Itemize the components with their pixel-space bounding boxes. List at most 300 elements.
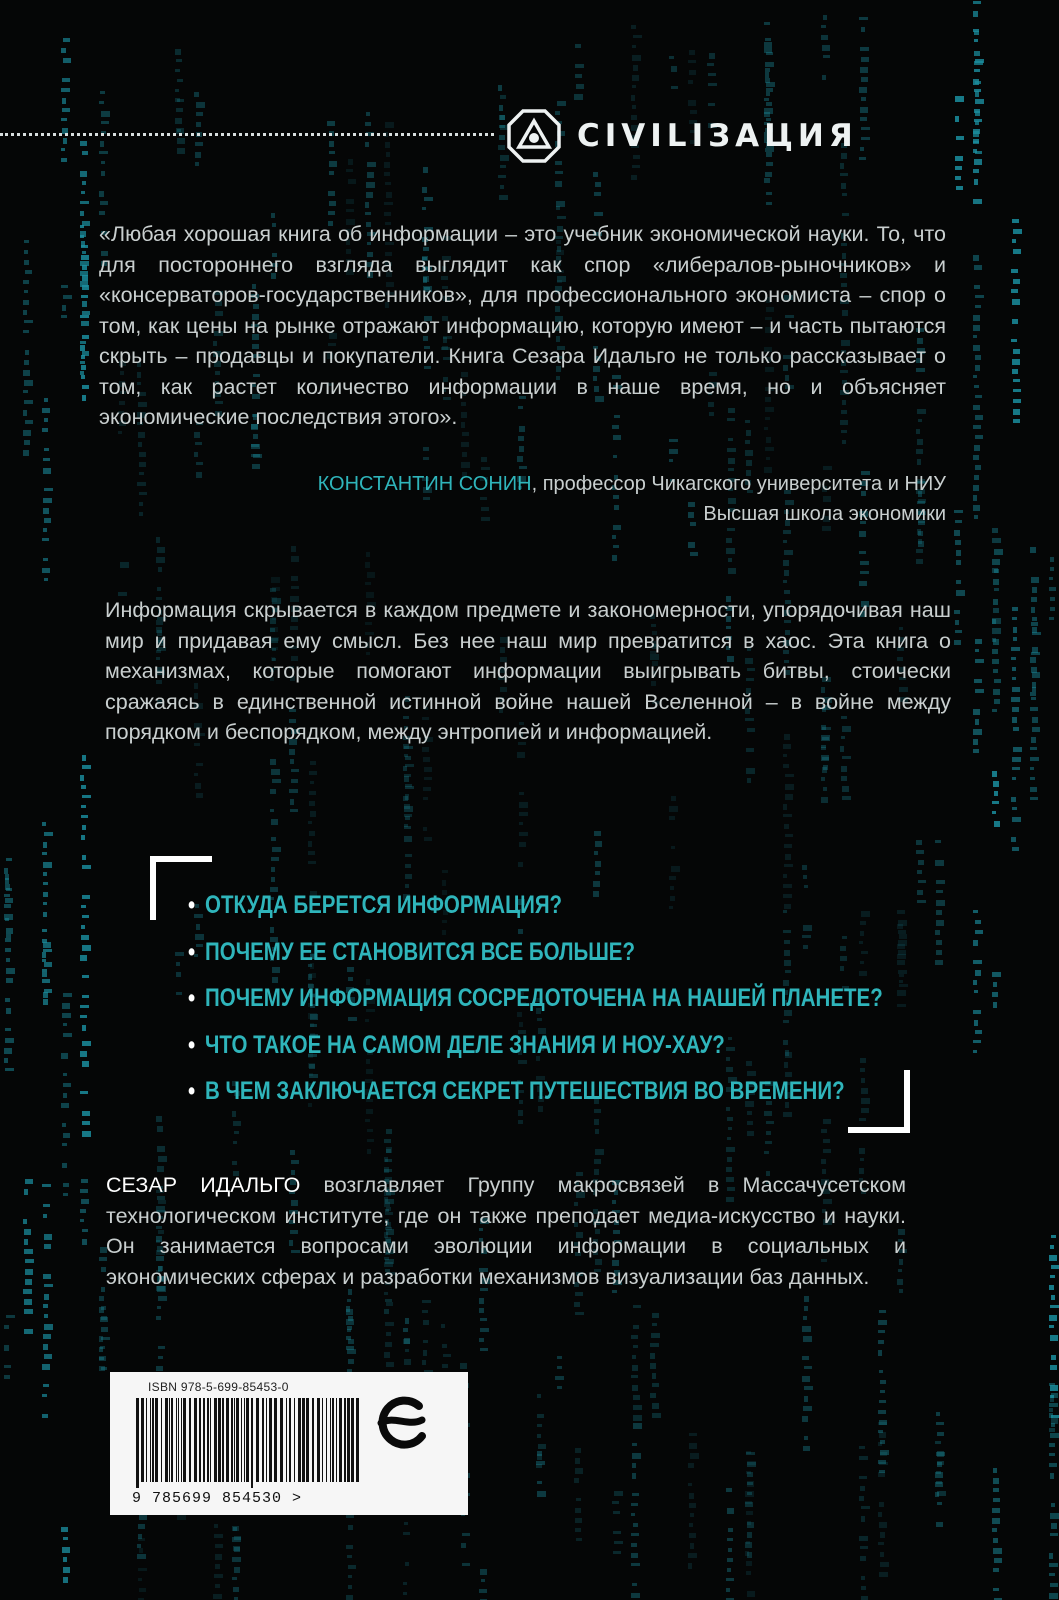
code-glyph xyxy=(860,47,869,51)
code-glyph xyxy=(613,455,617,458)
code-glyph xyxy=(669,459,673,462)
code-glyph xyxy=(176,962,180,966)
code-glyph xyxy=(42,538,49,541)
code-glyph xyxy=(804,1436,808,1440)
code-glyph xyxy=(993,1468,997,1473)
code-glyph xyxy=(1051,1523,1057,1529)
code-glyph xyxy=(1032,617,1037,621)
code-glyph xyxy=(251,444,259,447)
code-glyph xyxy=(215,1584,220,1588)
code-glyph xyxy=(405,784,412,787)
barcode-bar xyxy=(246,1398,249,1482)
code-glyph xyxy=(631,1335,638,1339)
code-glyph xyxy=(157,1306,161,1309)
code-glyph xyxy=(860,561,869,565)
code-glyph xyxy=(1030,797,1038,800)
code-glyph xyxy=(63,38,70,42)
code-glyph xyxy=(992,972,1001,977)
code-glyph xyxy=(859,531,866,537)
code-glyph xyxy=(992,1528,997,1532)
code-glyph xyxy=(803,1336,812,1342)
barcode-bar xyxy=(207,1398,209,1482)
code-glyph xyxy=(1050,1335,1058,1341)
code-glyph xyxy=(878,1320,887,1325)
code-glyph xyxy=(44,398,48,402)
code-glyph xyxy=(1050,1365,1057,1370)
code-glyph xyxy=(1011,837,1016,842)
code-glyph xyxy=(1013,379,1020,382)
code-glyph xyxy=(1013,349,1020,354)
code-glyph xyxy=(232,1577,237,1580)
code-glyph xyxy=(44,488,53,491)
code-glyph xyxy=(765,78,770,83)
code-glyph xyxy=(747,1591,755,1597)
code-glyph xyxy=(973,960,982,964)
code-glyph xyxy=(310,761,316,765)
code-glyph xyxy=(633,65,638,71)
code-glyph xyxy=(81,245,88,248)
code-glyph xyxy=(974,179,978,185)
code-glyph xyxy=(537,1481,542,1484)
code-glyph xyxy=(44,418,48,422)
code-glyph xyxy=(975,970,981,976)
code-glyph xyxy=(633,35,642,38)
barcode-bar xyxy=(189,1398,191,1482)
code-glyph xyxy=(859,551,866,554)
code-glyph xyxy=(272,587,280,591)
code-glyph xyxy=(291,556,299,562)
code-glyph xyxy=(176,992,182,995)
code-glyph xyxy=(82,181,86,185)
code-glyph xyxy=(746,460,752,466)
code-glyph xyxy=(405,794,409,800)
code-glyph xyxy=(955,540,961,545)
code-glyph xyxy=(822,75,826,80)
code-glyph xyxy=(1011,339,1017,342)
code-glyph xyxy=(975,465,981,470)
code-glyph xyxy=(669,806,678,812)
code-glyph xyxy=(821,777,825,781)
code-glyph xyxy=(24,360,29,365)
code-glyph xyxy=(404,824,408,827)
code-glyph xyxy=(365,562,370,568)
code-glyph xyxy=(975,81,981,84)
code-glyph xyxy=(575,44,581,48)
barcode-bar xyxy=(330,1398,331,1482)
code-glyph xyxy=(803,1316,807,1320)
code-glyph xyxy=(81,835,85,840)
code-glyph xyxy=(500,185,504,189)
code-glyph xyxy=(405,854,412,857)
code-glyph xyxy=(746,1452,755,1455)
code-glyph xyxy=(745,450,753,456)
code-glyph xyxy=(1049,1413,1053,1418)
code-glyph xyxy=(802,1356,809,1360)
code-glyph xyxy=(423,787,431,791)
code-glyph xyxy=(43,1274,51,1279)
code-glyph xyxy=(480,1569,487,1575)
code-glyph xyxy=(955,176,961,180)
code-glyph xyxy=(975,91,979,97)
code-glyph xyxy=(992,1508,1000,1513)
code-glyph xyxy=(1012,687,1020,692)
code-glyph xyxy=(1031,737,1036,743)
code-glyph xyxy=(309,771,317,775)
code-glyph xyxy=(783,560,789,566)
code-glyph xyxy=(6,858,12,861)
code-glyph xyxy=(859,87,867,93)
code-glyph xyxy=(632,1473,636,1479)
code-glyph xyxy=(1051,1393,1058,1398)
code-glyph xyxy=(916,449,923,454)
code-glyph xyxy=(669,816,675,820)
code-glyph xyxy=(916,559,923,564)
code-glyph xyxy=(802,1326,811,1332)
code-glyph xyxy=(973,425,981,429)
code-glyph xyxy=(1049,1553,1053,1559)
code-glyph xyxy=(365,1119,370,1122)
code-glyph xyxy=(480,1348,488,1351)
code-glyph xyxy=(804,1306,808,1311)
code-glyph xyxy=(652,1383,659,1387)
code-glyph xyxy=(614,1491,623,1496)
code-glyph xyxy=(289,749,295,755)
code-glyph xyxy=(880,1440,885,1444)
code-glyph xyxy=(139,492,147,495)
code-glyph xyxy=(576,1498,581,1501)
code-glyph xyxy=(861,27,865,32)
code-glyph xyxy=(441,1324,445,1328)
code-glyph xyxy=(631,1513,635,1516)
code-glyph xyxy=(422,1360,426,1365)
code-glyph xyxy=(291,586,299,589)
code-glyph xyxy=(82,1239,87,1245)
code-glyph xyxy=(557,1356,562,1359)
code-glyph xyxy=(99,1336,103,1342)
code-glyph xyxy=(44,962,52,967)
code-glyph xyxy=(803,875,807,879)
code-glyph xyxy=(82,301,87,307)
code-glyph xyxy=(290,799,294,805)
code-glyph xyxy=(861,1596,868,1600)
code-glyph xyxy=(1049,1593,1058,1599)
code-glyph xyxy=(727,1508,734,1514)
code-glyph xyxy=(100,91,105,94)
barcode-bar xyxy=(161,1398,162,1482)
quote-author-title: , профессор Чикагского университета и НИУ Высшая школа экономики xyxy=(531,473,946,525)
code-glyph xyxy=(936,1481,942,1484)
code-glyph xyxy=(175,49,181,55)
code-glyph xyxy=(690,1453,699,1459)
code-glyph xyxy=(386,1147,392,1153)
code-glyph xyxy=(745,1542,752,1548)
barcode-bar xyxy=(274,1398,277,1482)
triangle-in-octagon-icon xyxy=(506,108,562,164)
code-glyph xyxy=(707,63,714,66)
code-glyph xyxy=(821,1129,827,1133)
code-glyph xyxy=(1031,622,1038,626)
code-glyph xyxy=(44,1324,53,1330)
code-glyph xyxy=(1032,727,1040,732)
code-glyph xyxy=(384,1157,388,1162)
code-glyph xyxy=(766,102,772,106)
code-glyph xyxy=(308,841,312,847)
barcode-bar xyxy=(141,1398,144,1482)
code-glyph xyxy=(81,255,89,260)
code-glyph xyxy=(746,768,755,774)
code-glyph xyxy=(367,172,374,178)
code-glyph xyxy=(992,559,1000,565)
code-glyph xyxy=(423,457,429,460)
code-glyph xyxy=(346,1595,353,1600)
code-glyph xyxy=(935,960,943,965)
code-glyph xyxy=(975,689,984,693)
code-glyph xyxy=(347,1329,351,1332)
code-glyph xyxy=(861,1586,866,1590)
code-glyph xyxy=(955,630,962,633)
code-glyph xyxy=(746,1561,752,1566)
code-glyph xyxy=(652,1313,659,1318)
code-glyph xyxy=(993,982,997,987)
code-glyph xyxy=(82,975,89,978)
code-glyph xyxy=(422,207,426,210)
code-glyph xyxy=(43,842,47,848)
code-glyph xyxy=(24,1229,31,1235)
code-glyph xyxy=(42,428,48,432)
code-glyph xyxy=(5,1068,14,1071)
code-glyph xyxy=(462,432,469,436)
code-glyph xyxy=(555,181,562,187)
code-glyph xyxy=(994,679,1001,683)
code-glyph xyxy=(81,295,88,298)
code-glyph xyxy=(24,320,33,323)
code-glyph xyxy=(785,774,794,777)
code-glyph xyxy=(1049,1408,1053,1412)
code-glyph xyxy=(956,580,961,584)
code-glyph xyxy=(422,747,429,752)
code-glyph xyxy=(595,182,601,187)
code-glyph xyxy=(404,1359,411,1365)
code-glyph xyxy=(879,1502,884,1507)
code-glyph xyxy=(23,1219,27,1224)
code-glyph xyxy=(689,1433,697,1436)
code-glyph xyxy=(1032,672,1040,678)
code-glyph xyxy=(802,865,807,870)
code-glyph xyxy=(955,96,964,102)
code-glyph xyxy=(1030,547,1036,553)
code-glyph xyxy=(424,777,432,780)
code-glyph xyxy=(384,1352,390,1358)
code-glyph xyxy=(671,846,675,849)
code-glyph xyxy=(766,1131,771,1135)
question-item: • ОТКУДА БЕРЕТСЯ ИНФОРМАЦИЯ? xyxy=(188,891,563,919)
code-glyph xyxy=(24,400,33,404)
code-glyph xyxy=(954,640,961,645)
code-glyph xyxy=(1013,727,1019,731)
code-glyph xyxy=(595,1149,604,1155)
code-glyph xyxy=(688,1463,694,1468)
code-glyph xyxy=(974,445,980,451)
barcode-bar xyxy=(332,1398,334,1482)
code-glyph xyxy=(367,1129,373,1132)
code-glyph xyxy=(4,1048,12,1054)
code-glyph xyxy=(1012,717,1017,723)
code-glyph xyxy=(82,1111,90,1116)
code-glyph xyxy=(1030,747,1037,750)
code-glyph xyxy=(823,15,827,20)
code-glyph xyxy=(81,905,86,908)
code-glyph xyxy=(728,1127,732,1130)
code-glyph xyxy=(1050,1533,1058,1536)
code-glyph xyxy=(726,538,732,543)
code-glyph xyxy=(632,1385,638,1391)
code-glyph xyxy=(499,105,503,111)
code-glyph xyxy=(63,1577,68,1583)
code-glyph xyxy=(405,874,412,879)
code-glyph xyxy=(727,1157,732,1162)
code-glyph xyxy=(44,448,49,451)
code-glyph xyxy=(1031,607,1035,613)
code-glyph xyxy=(44,518,51,523)
code-glyph xyxy=(973,345,980,351)
code-glyph xyxy=(688,542,695,548)
code-glyph xyxy=(726,1147,735,1152)
code-glyph xyxy=(557,1366,562,1369)
barcode-bar xyxy=(317,1398,320,1482)
code-glyph xyxy=(937,1461,944,1465)
code-glyph xyxy=(975,305,981,308)
code-glyph xyxy=(385,1299,392,1302)
code-glyph xyxy=(479,1338,484,1342)
code-glyph xyxy=(802,1416,808,1422)
code-glyph xyxy=(80,225,84,228)
code-glyph xyxy=(138,432,145,438)
code-glyph xyxy=(859,1148,865,1154)
code-glyph xyxy=(519,822,523,825)
code-glyph xyxy=(138,1568,147,1571)
barcode-bar xyxy=(150,1398,151,1482)
code-glyph xyxy=(1011,269,1018,273)
barcode-bar xyxy=(306,1398,309,1482)
code-glyph xyxy=(861,97,866,101)
code-glyph xyxy=(575,1468,583,1474)
code-glyph xyxy=(194,432,200,438)
code-glyph xyxy=(879,1370,883,1373)
code-glyph xyxy=(975,435,983,439)
code-glyph xyxy=(346,199,354,204)
code-glyph xyxy=(42,408,50,413)
code-glyph xyxy=(423,1340,428,1343)
code-glyph xyxy=(1049,1443,1055,1447)
code-glyph xyxy=(764,42,772,48)
code-glyph xyxy=(99,1356,106,1361)
code-glyph xyxy=(823,1119,831,1124)
code-glyph xyxy=(650,1363,656,1369)
code-glyph xyxy=(5,948,11,952)
code-glyph xyxy=(595,871,600,875)
code-glyph xyxy=(384,1292,388,1295)
code-glyph xyxy=(347,1349,356,1354)
code-glyph xyxy=(1051,1295,1055,1300)
code-glyph xyxy=(538,1444,546,1449)
code-glyph xyxy=(403,1582,407,1585)
code-glyph xyxy=(747,1462,756,1467)
code-glyph xyxy=(537,1454,542,1460)
code-glyph xyxy=(671,796,676,801)
code-glyph xyxy=(43,999,48,1005)
code-glyph xyxy=(346,209,354,212)
code-glyph xyxy=(575,1528,581,1532)
barcode-bar xyxy=(136,1398,139,1488)
code-glyph xyxy=(1049,1383,1055,1386)
code-glyph xyxy=(861,57,869,62)
code-glyph xyxy=(423,447,429,451)
code-glyph xyxy=(365,212,371,215)
code-glyph xyxy=(156,537,160,543)
code-glyph xyxy=(594,831,601,836)
code-glyph xyxy=(936,920,944,926)
code-glyph xyxy=(346,1545,353,1549)
code-glyph xyxy=(25,1279,32,1285)
code-glyph xyxy=(975,920,981,924)
code-glyph xyxy=(728,1528,733,1532)
code-glyph xyxy=(82,795,91,798)
code-glyph xyxy=(63,1083,71,1087)
barcode-bar xyxy=(286,1398,287,1482)
code-glyph xyxy=(80,1189,88,1193)
code-glyph xyxy=(633,1415,642,1421)
code-glyph xyxy=(823,1149,831,1153)
code-glyph xyxy=(973,335,977,338)
code-glyph xyxy=(575,1292,583,1296)
code-glyph xyxy=(42,1394,47,1397)
code-glyph xyxy=(42,1414,48,1418)
code-glyph xyxy=(783,804,787,810)
code-glyph xyxy=(1012,757,1021,762)
code-glyph xyxy=(24,1239,28,1245)
code-glyph xyxy=(270,759,276,765)
code-glyph xyxy=(689,1503,696,1508)
code-glyph xyxy=(82,251,86,254)
code-glyph xyxy=(43,1214,47,1218)
code-glyph xyxy=(405,864,411,868)
code-glyph xyxy=(974,265,982,270)
code-glyph xyxy=(1050,1583,1058,1587)
code-glyph xyxy=(43,862,52,868)
code-glyph xyxy=(974,385,979,388)
code-glyph xyxy=(689,1493,694,1499)
barcode-bar xyxy=(322,1398,323,1482)
code-glyph xyxy=(139,452,146,457)
barcode-bar xyxy=(152,1398,154,1482)
code-glyph xyxy=(157,587,161,591)
code-glyph xyxy=(405,1349,409,1352)
code-glyph xyxy=(347,1555,352,1558)
code-glyph xyxy=(688,1563,692,1569)
code-glyph xyxy=(232,1557,241,1562)
code-glyph xyxy=(1049,577,1053,580)
code-glyph xyxy=(423,1320,429,1325)
code-glyph xyxy=(6,968,15,974)
code-glyph xyxy=(975,355,981,360)
code-glyph xyxy=(290,1150,295,1155)
code-glyph xyxy=(632,75,639,81)
code-glyph xyxy=(993,781,999,787)
barcode-bar xyxy=(326,1398,327,1482)
code-glyph xyxy=(613,545,619,548)
code-glyph xyxy=(804,1296,809,1302)
code-glyph xyxy=(42,979,50,983)
